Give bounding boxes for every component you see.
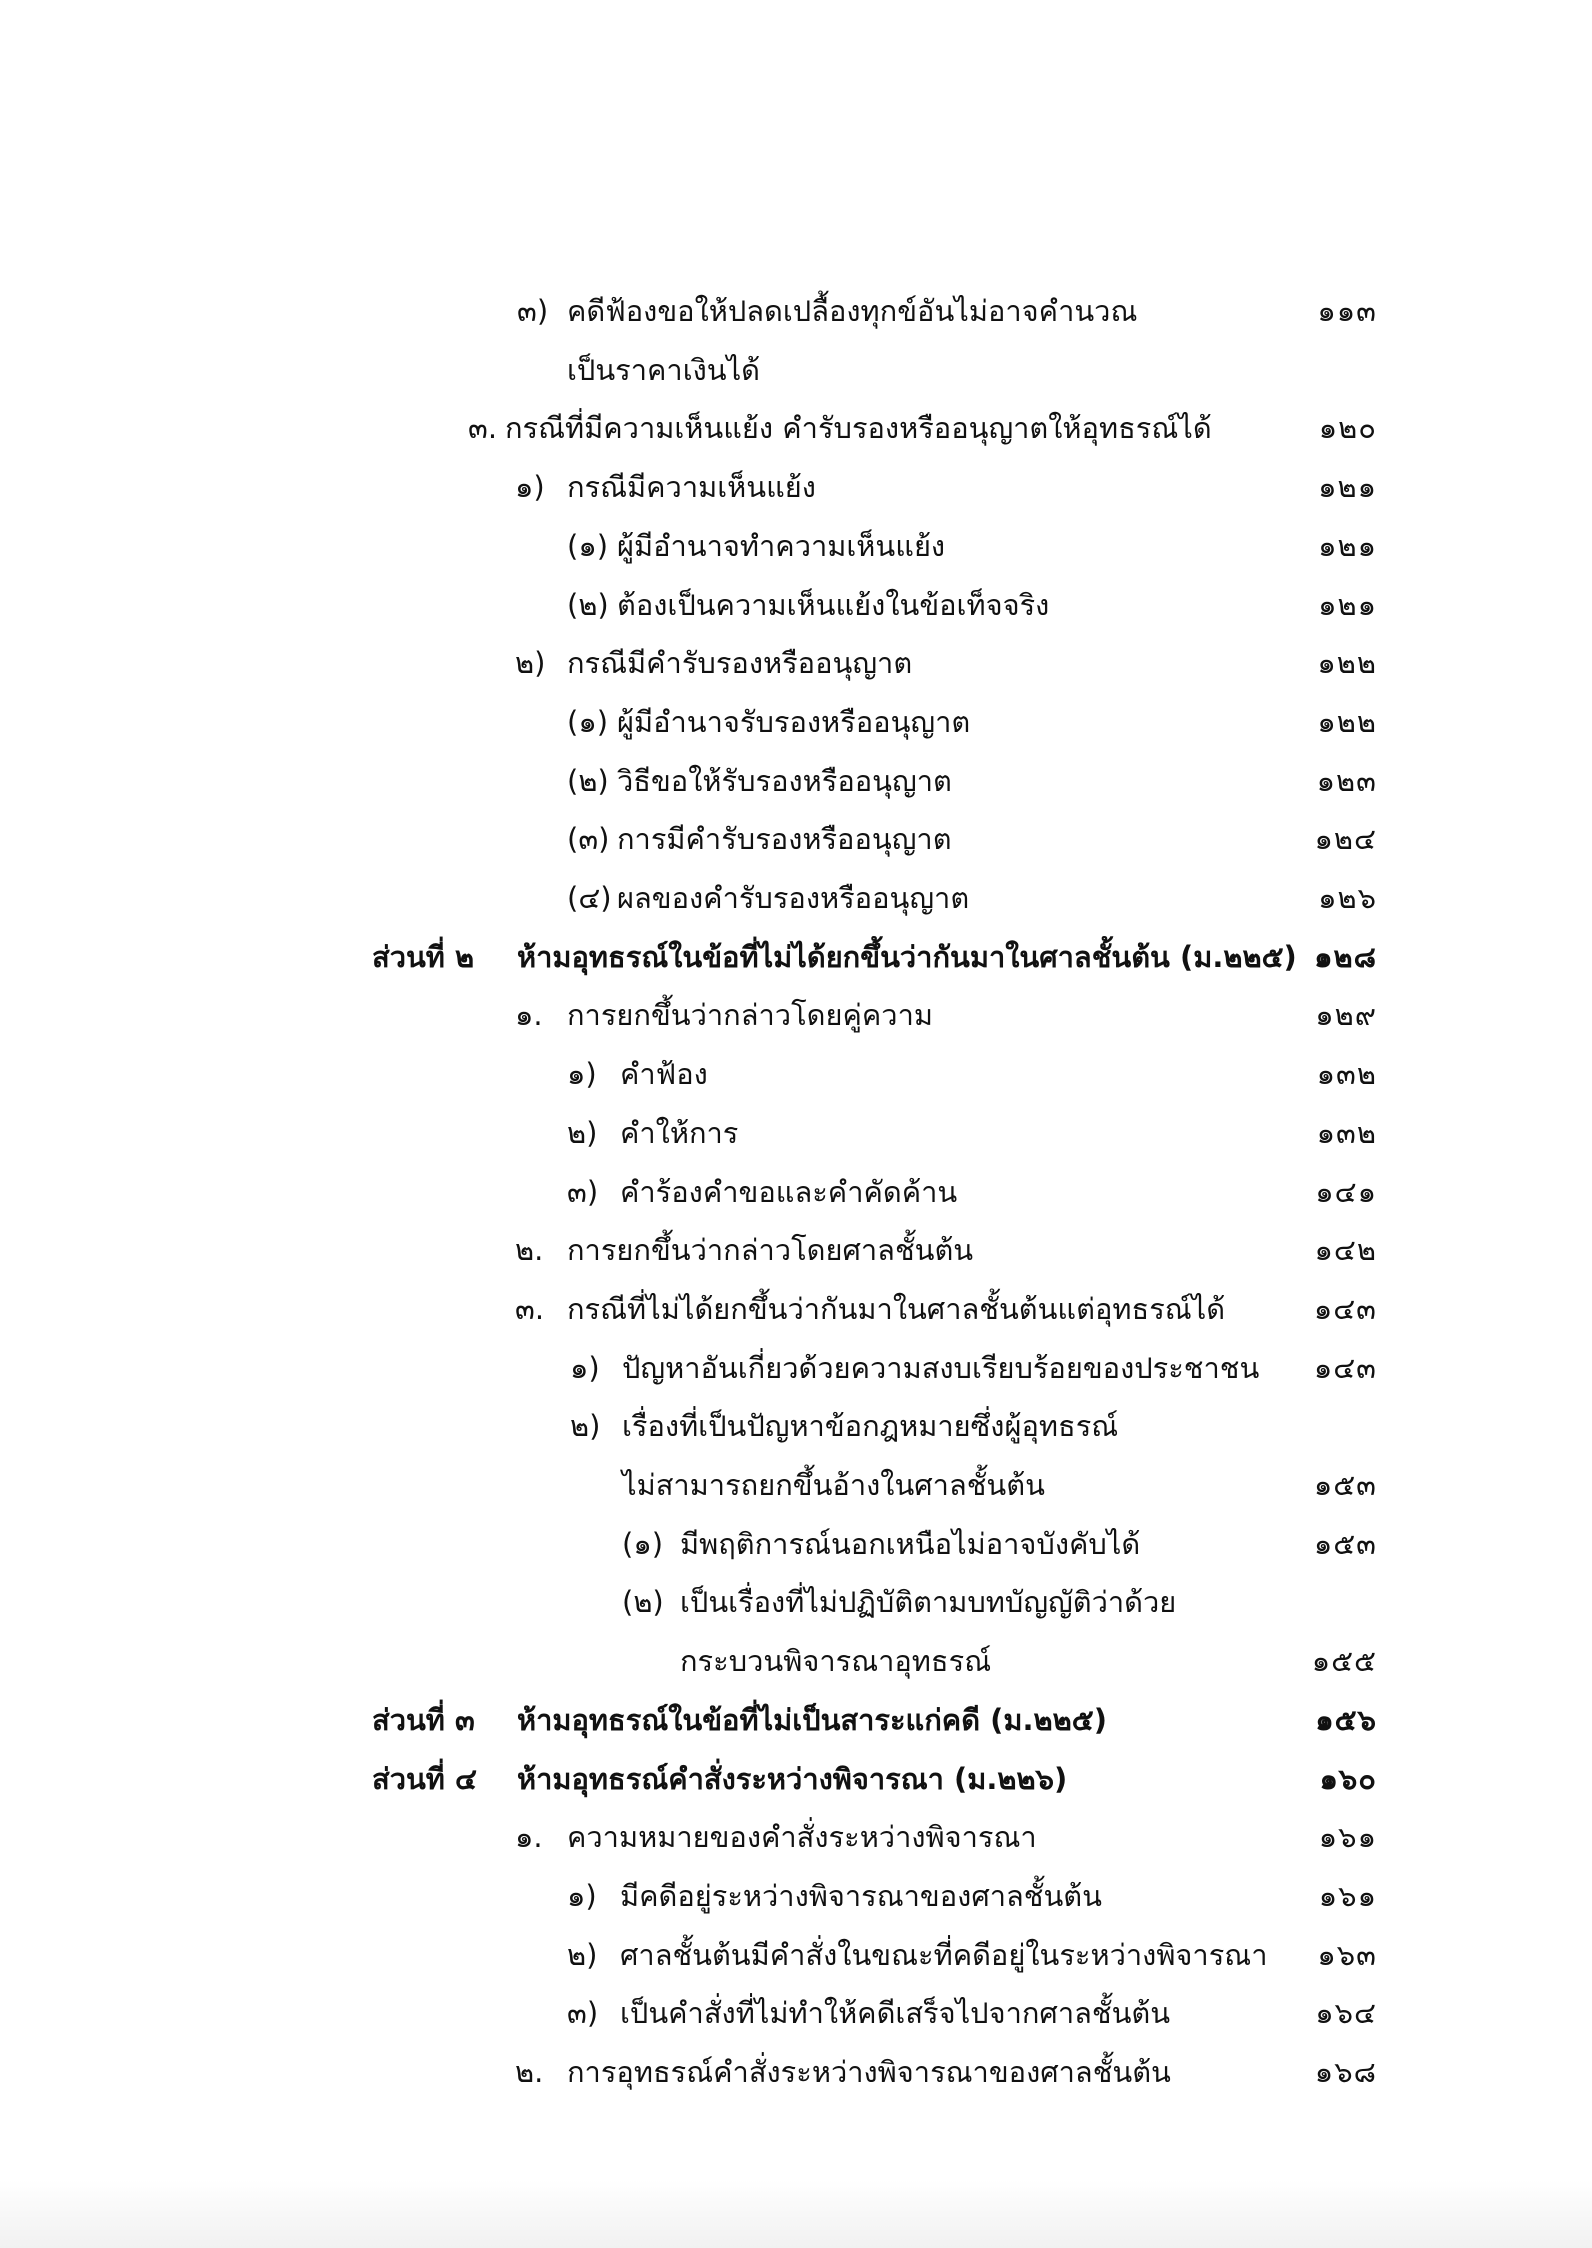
toc-entry [0,1339,1592,1397]
toc-entry-title: กรณีมีคำรับรองหรืออนุญาต [567,646,913,681]
toc-entry [0,1984,1592,2042]
toc-page-number: ๑๒๑ [1318,528,1377,563]
toc-page-number: ๑๒๙ [1315,998,1377,1033]
toc-entry-number: ส่วนที่ ๓ [372,1702,475,1737]
toc-page-number: ๑๕๓ [1313,1526,1377,1561]
toc-entry-number: ๑) [567,1057,597,1092]
toc-entry [0,1867,1592,1925]
toc-entry [0,869,1592,927]
toc-page-number: ๑๒๘ [1314,939,1377,974]
toc-entry-number: ๒) [570,1409,601,1444]
toc-entry-title: ไม่สามารถยกขึ้นอ้างในศาลชั้นต้น [622,1468,1045,1502]
toc-entry [0,634,1592,692]
toc-entry-number: (๒) [567,763,609,798]
toc-page-number: ๑๔๒ [1314,1233,1377,1268]
toc-entry [0,752,1592,810]
toc-entry [0,693,1592,751]
toc-entry [0,341,1592,399]
toc-entry-number: ๓. [468,411,498,446]
toc-entry-number: ส่วนที่ ๔ [372,1761,477,1796]
toc-entry [0,986,1592,1044]
toc-entry [0,1573,1592,1631]
toc-entry [0,1045,1592,1103]
toc-entry-title: การยกขึ้นว่ากล่าวโดยคู่ความ [567,998,933,1033]
toc-entry-title: ผู้มีอำนาจทำความเห็นแย้ง [617,528,946,563]
toc-entry [0,1280,1592,1338]
toc-entry-number: ๓) [517,294,549,328]
toc-page-number: ๑๖๑ [1318,1878,1377,1913]
toc-entry-title: วิธีขอให้รับรองหรืออนุญาต [617,763,952,798]
toc-entry [0,1456,1592,1514]
toc-entry-title: กรณีที่ไม่ได้ยกขึ้นว่ากันมาในศาลชั้นต้นแต่อุทธรณ์ได้ [567,1291,1226,1326]
toc-entry [0,2043,1592,2101]
toc-page-number: ๑๒๓ [1316,763,1377,798]
toc-entry-number: (๓) [567,822,610,857]
toc-entry-number: ๒) [515,646,546,681]
toc-entry-title: ความหมายของคำสั่งระหว่างพิจารณา [567,1820,1037,1855]
toc-page-number: ๑๖๑ [1318,1820,1377,1855]
toc-page-number: ๑๒๑ [1318,470,1377,505]
toc-entry-title: กรณีที่มีความเห็นแย้ง คำรับรองหรืออนุญาตให้อุทธรณ์ได้ [505,411,1212,446]
toc-page-number: ๑๖๘ [1314,2055,1377,2089]
toc-entry-number: ๒. [515,1233,544,1268]
toc-entry [0,810,1592,868]
toc-entry-number: (๑) [567,704,609,739]
toc-entry-title: การอุทธรณ์คำสั่งระหว่างพิจารณาของศาลชั้นต้น [567,2055,1171,2089]
toc-entry-title: กรณีมีความเห็นแย้ง [567,470,816,505]
toc-entry-title: คำให้การ [620,1115,739,1150]
toc-page-number: ๑๓๒ [1316,1057,1377,1092]
toc-entry-number: ๑. [515,1820,543,1855]
toc-entry-title: กระบวนพิจารณาอุทธรณ์ [680,1644,992,1679]
toc-entry-title: เป็นคำสั่งที่ไม่ทำให้คดีเสร็จไปจากศาลชั้นต้น [620,1996,1171,2031]
toc-entry-number: ๓) [567,1174,599,1209]
toc-page-number: ๑๑๓ [1317,294,1377,328]
toc-entry-title: มีคดีอยู่ระหว่างพิจารณาของศาลชั้นต้น [620,1878,1102,1913]
toc-page-number: ๑๓๒ [1316,1115,1377,1150]
toc-entry-number: ๒. [515,2055,544,2089]
toc-page-number: ๑๒๔ [1314,822,1377,857]
toc-part-heading [0,1750,1592,1808]
toc-page-number: ๑๕๕ [1311,1644,1377,1679]
toc-entry-number: (๑) [622,1526,664,1561]
toc-entry-title: การมีคำรับรองหรืออนุญาต [617,822,952,857]
toc-entry-number: (๒) [567,587,609,622]
toc-entry-number: ๓. [515,1291,545,1326]
toc-entry-number: (๒) [622,1585,664,1620]
toc-entry [0,1808,1592,1866]
toc-entry-number: ๓) [567,1996,599,2031]
toc-entry [0,1632,1592,1690]
toc-entry-title: ปัญหาอันเกี่ยวด้วยความสงบเรียบร้อยของประชาชน [622,1350,1260,1385]
toc-page-number: ๑๒๒ [1317,704,1377,739]
toc-page-number: ๑๔๓ [1313,1350,1377,1385]
toc-entry-title: มีพฤติการณ์นอกเหนือไม่อาจบังคับได้ [680,1526,1141,1561]
toc-entry-number: ๑) [515,470,545,505]
toc-entry [0,1397,1592,1455]
toc-entry-title: เป็นเรื่องที่ไม่ปฏิบัติตามบทบัญญัติว่าด้วย [680,1585,1177,1620]
toc-entry-title: คำฟ้อง [620,1057,708,1092]
toc-page-number: ๑๒๖ [1318,881,1377,915]
toc-entry [0,1221,1592,1279]
toc-entry-title: ผลของคำรับรองหรืออนุญาต [617,881,970,915]
toc-entry-title: คดีฟ้องขอให้ปลดเปลื้องทุกข์อันไม่อาจคำนวณ [567,294,1138,328]
toc-entry [0,576,1592,634]
toc-page-number: ๑๖๐ [1319,1761,1377,1796]
toc-entry [0,282,1592,340]
toc-page-number: ๑๔๓ [1313,1291,1377,1326]
toc-entry-title: คำร้องคำขอและคำคัดค้าน [620,1174,958,1209]
toc-page-number: ๑๒๑ [1318,587,1377,622]
toc-part-heading [0,1691,1592,1749]
toc-part-heading [0,928,1592,986]
toc-entry [0,1163,1592,1221]
toc-entry-title: ผู้มีอำนาจรับรองหรืออนุญาต [617,704,971,739]
toc-entry [0,1515,1592,1573]
toc-entry-number: (๔) [567,881,612,915]
toc-entry-number: ส่วนที่ ๒ [372,939,475,974]
toc-entry-title: การยกขึ้นว่ากล่าวโดยศาลชั้นต้น [567,1233,974,1268]
toc-entry-title: ห้ามอุทธรณ์ในข้อที่ไม่เป็นสาระแก่คดี (ม.๒๒๕) [517,1702,1107,1737]
toc-entry [0,458,1592,516]
toc-page-number: ๑๒๐ [1318,411,1377,446]
toc-entry-title: ศาลชั้นต้นมีคำสั่งในขณะที่คดีอยู่ในระหว่างพิจารณา [620,1937,1268,1972]
toc-page-number: ๑๕๖ [1315,1702,1377,1737]
toc-entry-title: เป็นราคาเงินได้ [567,352,761,387]
toc-entry-title: ห้ามอุทธรณ์ในข้อที่ไม่ได้ยกขึ้นว่ากันมาในศาลชั้นต้น (ม.๒๒๕) [517,939,1297,974]
toc-page-number: ๑๔๑ [1315,1174,1377,1209]
toc-page-number: ๑๒๒ [1317,646,1377,681]
toc-entry-number: ๑) [567,1878,597,1913]
toc-entry [0,1104,1592,1162]
toc-page-number: ๑๖๔ [1315,1996,1377,2031]
toc-entry-title: ต้องเป็นความเห็นแย้งในข้อเท็จจริง [617,587,1050,622]
toc-entry-title: ห้ามอุทธรณ์คำสั่งระหว่างพิจารณา (ม.๒๒๖) [517,1761,1068,1796]
toc-entry-number: ๑. [515,998,543,1033]
toc-entry [0,517,1592,575]
toc-entry [0,399,1592,457]
toc-entry-number: (๑) [567,528,609,563]
toc-entry-number: ๒) [567,1115,598,1150]
toc-entry-number: ๑) [570,1350,600,1385]
toc-entry-title: เรื่องที่เป็นปัญหาข้อกฎหมายซึ่งผู้อุทธรณ์ [622,1409,1119,1444]
toc-page-number: ๑๖๓ [1317,1937,1377,1972]
toc-page-number: ๑๕๓ [1313,1468,1377,1502]
toc-entry [0,1926,1592,1984]
toc-entry-number: ๒) [567,1937,598,1972]
